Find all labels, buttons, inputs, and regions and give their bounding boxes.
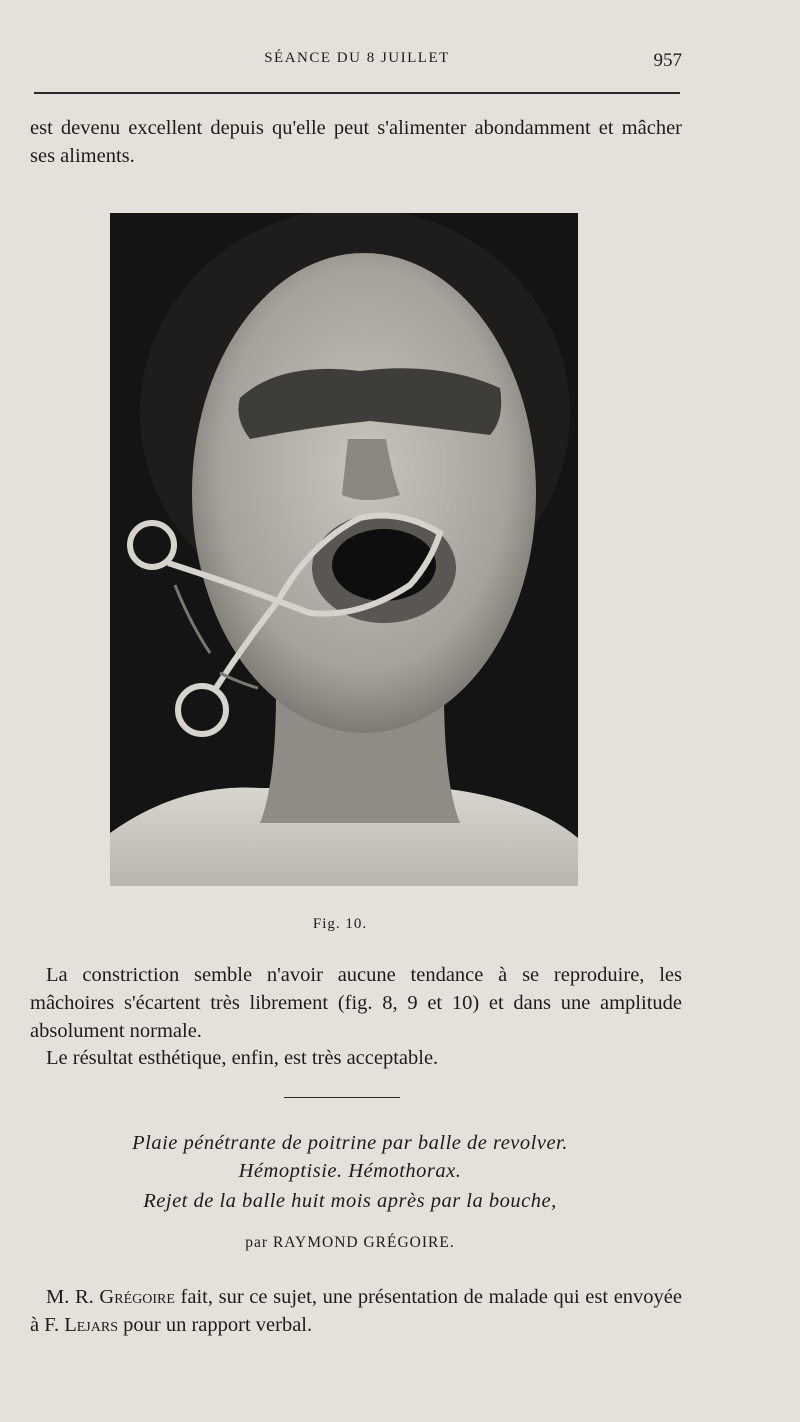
paragraph-constriction: La constriction semble n'avoir aucune tendance à se reproduire, les mâchoires s'écartent très librement (fig. 8, 9 et 10) et dans une amplitude absolument normale. bbox=[30, 964, 682, 1042]
presentation-middle: fait, sur ce sujet, une présentation de malade qui est envoyée à F. bbox=[30, 1286, 682, 1336]
article-title-line-1: Plaie pénétrante de poitrine par balle de revolver. bbox=[132, 1132, 568, 1154]
author-name-gregoire: Grégoire bbox=[99, 1286, 175, 1308]
open-mouth bbox=[332, 529, 436, 601]
paragraph-result: Le résultat esthétique, enfin, est très acceptable. bbox=[46, 1047, 439, 1069]
article-byline: par RAYMOND GRÉGOIRE. bbox=[245, 1234, 455, 1251]
presentation-prefix: M. R. bbox=[46, 1286, 100, 1308]
article-title-line-2: Hémoptisie. Hémothorax. bbox=[238, 1160, 462, 1182]
section-divider bbox=[284, 1097, 400, 1098]
header-rule bbox=[34, 92, 680, 94]
running-title: SÉANCE DU 8 JUILLET bbox=[264, 50, 450, 66]
page-number: 957 bbox=[653, 50, 682, 71]
paragraph-continuation: est devenu excellent depuis qu'elle peut s'alimenter abondamment et mâcher ses aliments. bbox=[30, 117, 682, 167]
page-header bbox=[32, 50, 682, 80]
paragraph-presentation bbox=[30, 1283, 682, 1339]
author-name-lejars: Lejars bbox=[64, 1314, 118, 1336]
figure-photograph bbox=[110, 213, 578, 886]
article-title-line-3: Rejet de la balle huit mois après par la bouche, bbox=[143, 1190, 557, 1212]
figure-caption: Fig. 10. bbox=[312, 916, 368, 932]
presentation-end: pour un rapport verbal. bbox=[118, 1314, 313, 1336]
